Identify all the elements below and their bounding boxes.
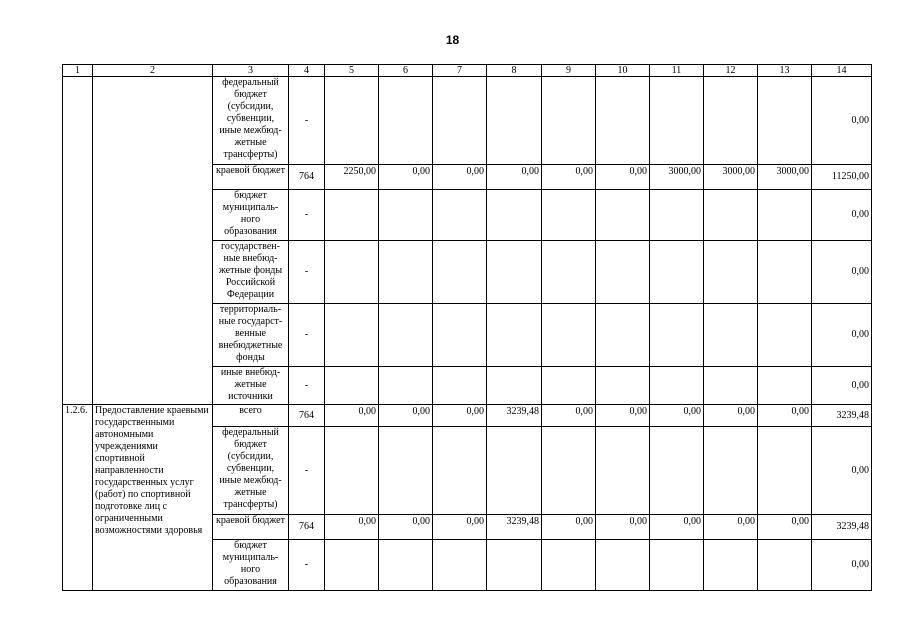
budget-code: - [289,427,325,515]
budget-code: 764 [289,515,325,540]
year-value [433,427,487,515]
year-value [379,190,433,241]
year-value [325,77,379,165]
year-value: 0,00 [704,515,758,540]
year-value [379,540,433,591]
column-number: 4 [289,65,325,77]
total-value: 0,00 [812,540,872,591]
year-value [596,304,650,367]
year-value: 0,00 [704,405,758,427]
year-value [704,540,758,591]
year-value [325,304,379,367]
table-row [63,77,872,165]
year-value: 3239,48 [487,405,542,427]
year-value: 0,00 [596,165,650,190]
funding-source: государствен-ные внебюд-жетные фонды Российской Федерации [213,241,289,304]
year-value: 0,00 [379,515,433,540]
year-value [325,190,379,241]
year-value: 0,00 [542,515,596,540]
year-value [596,367,650,405]
budget-code: 764 [289,405,325,427]
year-value [758,304,812,367]
budget-code: - [289,241,325,304]
year-value [487,304,542,367]
year-value [596,190,650,241]
budget-code: - [289,367,325,405]
budget-code: - [289,540,325,591]
budget-code: - [289,304,325,367]
year-value [433,77,487,165]
year-value [758,77,812,165]
row-index-cell: 1.2.6. [63,405,93,591]
budget-table [62,64,872,591]
funding-source: краевой бюджет [213,165,289,190]
year-value: 0,00 [542,165,596,190]
year-value: 0,00 [433,515,487,540]
column-number: 8 [487,65,542,77]
funding-source: федеральный бюджет (субсидии, субвенции, иные межбюд-жетные трансферты) [213,427,289,515]
year-value [542,77,596,165]
year-value [596,427,650,515]
year-value [650,241,704,304]
column-number: 6 [379,65,433,77]
year-value [542,190,596,241]
year-value: 0,00 [596,405,650,427]
year-value [596,540,650,591]
year-value: 0,00 [758,515,812,540]
year-value: 0,00 [325,515,379,540]
year-value [650,77,704,165]
funding-source: иные внебюд-жетные источники [213,367,289,405]
column-number: 11 [650,65,704,77]
budget-code: - [289,190,325,241]
year-value [325,427,379,515]
year-value: 3239,48 [487,515,542,540]
funding-source: всего [213,405,289,427]
year-value [704,427,758,515]
year-value: 3000,00 [650,165,704,190]
page-number: 18 [445,33,460,47]
year-value [542,427,596,515]
year-value: 0,00 [433,405,487,427]
year-value: 0,00 [596,515,650,540]
year-value [650,367,704,405]
column-number: 5 [325,65,379,77]
year-value: 0,00 [542,405,596,427]
year-value [650,540,704,591]
year-value: 0,00 [650,515,704,540]
budget-code: 764 [289,165,325,190]
year-value [433,367,487,405]
year-value [325,540,379,591]
year-value [596,77,650,165]
year-value: 3000,00 [758,165,812,190]
year-value [325,241,379,304]
year-value [542,540,596,591]
year-value [433,540,487,591]
year-value [433,304,487,367]
year-value [379,77,433,165]
total-value: 0,00 [812,241,872,304]
funding-source: бюджет муниципаль-ного образования [213,190,289,241]
funding-source: федеральный бюджет (субсидии, субвенции, иные межбюд-жетные трансферты) [213,77,289,165]
year-value [650,427,704,515]
funding-source: бюджет муниципаль-ного образования [213,540,289,591]
budget-code: - [289,77,325,165]
year-value [487,241,542,304]
year-value [704,304,758,367]
column-number-row [63,65,872,77]
year-value [704,367,758,405]
column-number: 14 [812,65,872,77]
funding-source: краевой бюджет [213,515,289,540]
column-number: 10 [596,65,650,77]
year-value [542,367,596,405]
year-value: 0,00 [325,405,379,427]
year-value [704,77,758,165]
year-value [487,540,542,591]
column-number: 7 [433,65,487,77]
year-value [379,367,433,405]
year-value [379,241,433,304]
total-value: 11250,00 [812,165,872,190]
year-value [758,241,812,304]
row-index-cell [63,77,93,405]
column-number: 9 [542,65,596,77]
column-number: 3 [213,65,289,77]
year-value: 0,00 [758,405,812,427]
total-value: 3239,48 [812,405,872,427]
year-value [487,427,542,515]
year-value [379,427,433,515]
year-value [379,304,433,367]
row-name-cell: Предоставление краевыми государственными автономными учреждениями спортивной направленности государственных услуг (работ) по спортивной подготовке лиц с ограниченными возможностями здоровья [93,405,213,591]
column-number: 13 [758,65,812,77]
total-value: 0,00 [812,304,872,367]
year-value: 2250,00 [325,165,379,190]
year-value [758,427,812,515]
year-value [704,241,758,304]
total-value: 0,00 [812,190,872,241]
year-value [487,190,542,241]
year-value [758,190,812,241]
year-value: 0,00 [379,405,433,427]
year-value [433,190,487,241]
year-value [758,367,812,405]
year-value [487,77,542,165]
row-name-cell [93,77,213,405]
year-value [487,367,542,405]
year-value [325,367,379,405]
year-value: 0,00 [433,165,487,190]
total-value: 0,00 [812,427,872,515]
column-number: 2 [93,65,213,77]
year-value: 3000,00 [704,165,758,190]
column-number: 12 [704,65,758,77]
year-value [542,241,596,304]
year-value: 0,00 [487,165,542,190]
year-value [433,241,487,304]
year-value [596,241,650,304]
year-value [758,540,812,591]
year-value [650,190,704,241]
year-value: 0,00 [650,405,704,427]
year-value [542,304,596,367]
column-number: 1 [63,65,93,77]
year-value [704,190,758,241]
total-value: 3239,48 [812,515,872,540]
table-row [63,405,872,427]
total-value: 0,00 [812,367,872,405]
year-value [650,304,704,367]
year-value: 0,00 [379,165,433,190]
funding-source: территориаль-ные государст-венные внебюджетные фонды [213,304,289,367]
total-value: 0,00 [812,77,872,165]
